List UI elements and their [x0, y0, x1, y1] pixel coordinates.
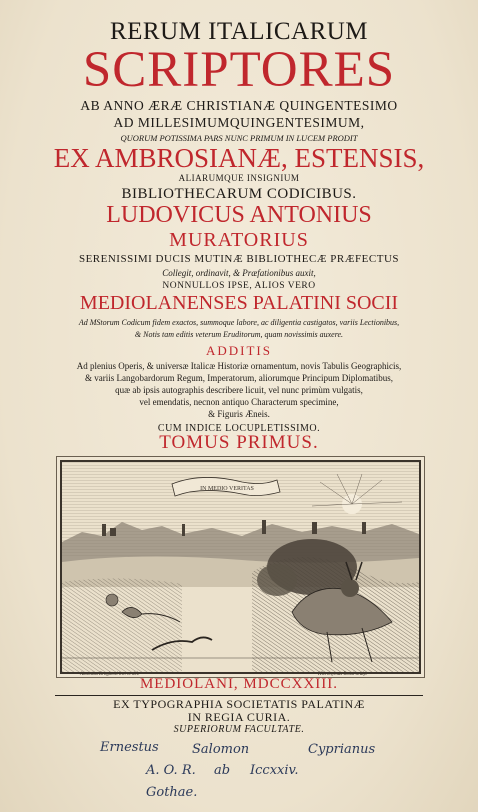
body-line-ad-mstorum: Ad MStorum Codicum fidem exactos, summoque labore, ac diligentia castigatos, variis Lectionibus, [78, 318, 400, 327]
index-line: CUM INDICE LOCUPLETISSIMO. [157, 423, 321, 434]
body-line-langobardorum: & variis Langobardorum Regum, Imperatorum, aliorumque Principum Diplomatibus, [85, 373, 393, 383]
ownership-inscription-aor: A. O. R. [146, 763, 196, 778]
subtitle-line-3: QUORUM POTISSIMA PARS NUNC PRIMUM IN LUCEM PRODIT [120, 133, 358, 143]
imprint-city-date: MEDIOLANI, MDCCXXIII. [139, 676, 339, 692]
author-office: SERENISSIMI DUCIS MUTINÆ BIBLIOTHECÆ PRÆFECTUS [78, 253, 400, 265]
imprint-printer: EX TYPOGRAPHIA SOCIETATIS PALATINÆ [113, 697, 365, 711]
body-line-ad-plenius: Ad plenius Operis, & universæ Italicæ Historiæ ornamentum, novis Tabulis Geographicis, [76, 361, 402, 371]
subtitle-line-nonnullos: NONNULLOS IPSE, ALIOS VERO [162, 281, 316, 291]
subtitle-line-2: AD MILLESIMUMQUINGENTESIMUM, [113, 115, 365, 130]
subtitle-line-bibliothecarum: BIBLIOTHECARUM CODICIBUS. [121, 186, 357, 202]
subtitle-line-aliarumque: ALIARUMQUE INSIGNIUM [178, 173, 300, 183]
title-line-ambrosianae: EX AMBROSIANÆ, ESTENSIS, [53, 143, 425, 173]
body-line-figuris: & Figuris Æneis. [208, 409, 270, 419]
subtitle-line-1: AB ANNO ÆRÆ CHRISTIANÆ QUINGENTESIMO [80, 98, 398, 113]
ownership-inscription-name3: Cyprianus [308, 742, 376, 757]
ownership-inscription-gothae: Gothae. [146, 785, 198, 800]
body-line-autographis: quæ ab ipsis autographis describere licuit, vel nunc primùm vulgatis, [115, 385, 363, 395]
author-name-muratorius: MURATORIUS [169, 229, 309, 251]
engraving-illustration [62, 462, 419, 672]
imprint-permission: SUPERIORUM FACULTATE. [173, 724, 305, 735]
volume-title: TOMUS PRIMUS. [159, 432, 319, 453]
author-role: Collegit, ordinavit, & Præfationibus auxit, [162, 268, 316, 278]
engraving-caption-inventor: Antonius Broghetti inv. et del. [80, 672, 140, 677]
title-line-rerum-italicarum: RERUM ITALICARUM [109, 18, 369, 45]
ownership-inscription-name1: Ernestus [100, 740, 159, 755]
engraving-vignette [60, 460, 421, 674]
author-name-ludovicus: LUDOVICUS ANTONIUS [106, 202, 372, 228]
title-line-scriptores: SCRIPTORES [82, 42, 396, 98]
ownership-inscription-name2: Salomon [192, 742, 250, 757]
imprint-rule [55, 695, 423, 696]
body-line-notis: & Notis tam editis veterum Eruditorum, quam novissimis auxere. [134, 330, 344, 339]
ownership-inscription-year: Iccxxiv. [250, 763, 299, 778]
heading-additis: ADDITIS [206, 343, 272, 358]
engraving-banner-text: IN MEDIO VERITAS [200, 486, 254, 492]
body-line-emendatis: vel emendatis, necnon antiquo Characterum specimine, [139, 397, 339, 407]
title-line-mediolanenses: MEDIOLANENSES PALATINI SOCII [79, 292, 399, 314]
imprint-place: IN REGIA CURIA. [187, 710, 291, 724]
ownership-inscription-ab: ab [214, 763, 231, 778]
engraving-caption-engraver: Hieronymus Rossi sculp. [318, 672, 368, 677]
